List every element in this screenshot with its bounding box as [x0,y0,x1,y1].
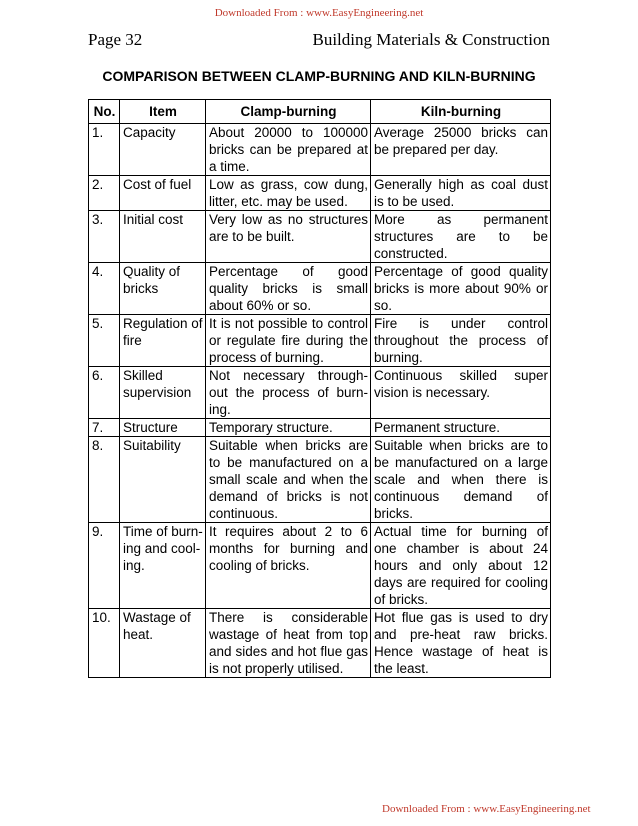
cell-item: Wastage of heat. [120,609,206,678]
cell-kiln: Fire is under control throughout the process of burning. [371,315,551,367]
cell-kiln: Suitable when bricks are to be manufactured on a large scale and when there is continuous demand of bricks. [371,437,551,523]
cell-no: 7. [89,419,120,437]
cell-clamp: Very low as no structures are to be built. [206,211,371,263]
cell-clamp: It is not possible to control or regulate fire during the process of burning. [206,315,371,367]
cell-no: 4. [89,263,120,315]
cell-no: 9. [89,523,120,609]
table-row [89,367,551,419]
table-row [89,419,551,437]
cell-no: 3. [89,211,120,263]
column-header: Kiln-burning [371,100,551,124]
cell-no: 10. [89,609,120,678]
cell-item: Time of burn-ing and cool-ing. [120,523,206,609]
cell-no: 1. [89,124,120,176]
table-row [89,437,551,523]
download-banner-bottom: Downloaded From : www.EasyEngineering.net [382,803,591,815]
cell-item: Structure [120,419,206,437]
column-header: Clamp-burning [206,100,371,124]
cell-kiln: Average 25000 bricks can be prepared per day. [371,124,551,176]
cell-clamp: Not necessary through-out the process of burn-ing. [206,367,371,419]
cell-kiln: Hot flue gas is used to dry and pre-heat raw bricks. Hence wastage of heat is the least. [371,609,551,678]
table-row [89,609,551,678]
table-row [89,263,551,315]
cell-clamp: It requires about 2 to 6 months for burning and cooling of bricks. [206,523,371,609]
cell-clamp: Low as grass, cow dung, litter, etc. may be used. [206,176,371,211]
cell-kiln: Generally high as coal dust is to be used. [371,176,551,211]
cell-clamp: Suitable when bricks are to be manufactured on a small scale and when the demand of bricks is not continuous. [206,437,371,523]
cell-kiln: Continuous skilled super vision is necessary. [371,367,551,419]
cell-no: 6. [89,367,120,419]
cell-item: Capacity [120,124,206,176]
table-row [89,523,551,609]
cell-item: Suitability [120,437,206,523]
table-row [89,211,551,263]
page-header [88,30,550,50]
cell-no: 5. [89,315,120,367]
column-header: No. [89,100,120,124]
page-number: Page 32 [88,30,143,49]
book-title: Building Materials & Construction [312,30,550,49]
cell-kiln: Permanent structure. [371,419,551,437]
cell-kiln: Percentage of good quality bricks is more about 90% or so. [371,263,551,315]
cell-item: Quality of bricks [120,263,206,315]
cell-clamp: There is considerable wastage of heat from top and sides and hot flue gas is not properly utilised. [206,609,371,678]
table-header-row [89,100,551,124]
table-row [89,315,551,367]
column-header: Item [120,100,206,124]
cell-kiln: Actual time for burning of one chamber is about 24 hours and only about 12 days are required for cooling of bricks. [371,523,551,609]
cell-no: 2. [89,176,120,211]
section-title: COMPARISON BETWEEN CLAMP-BURNING AND KILN-BURNING [102,68,536,84]
comparison-table [88,99,551,678]
cell-clamp: Percentage of good quality bricks is small about 60% or so. [206,263,371,315]
cell-item: Regulation of fire [120,315,206,367]
cell-clamp: About 20000 to 100000 bricks can be prepared at a time. [206,124,371,176]
table-row [89,176,551,211]
cell-item: Initial cost [120,211,206,263]
cell-no: 8. [89,437,120,523]
table-row [89,124,551,176]
cell-clamp: Temporary structure. [206,419,371,437]
cell-kiln: More as permanent structures are to be constructed. [371,211,551,263]
cell-item: Skilled supervision [120,367,206,419]
cell-item: Cost of fuel [120,176,206,211]
download-banner-top: Downloaded From : www.EasyEngineering.net [214,7,424,19]
